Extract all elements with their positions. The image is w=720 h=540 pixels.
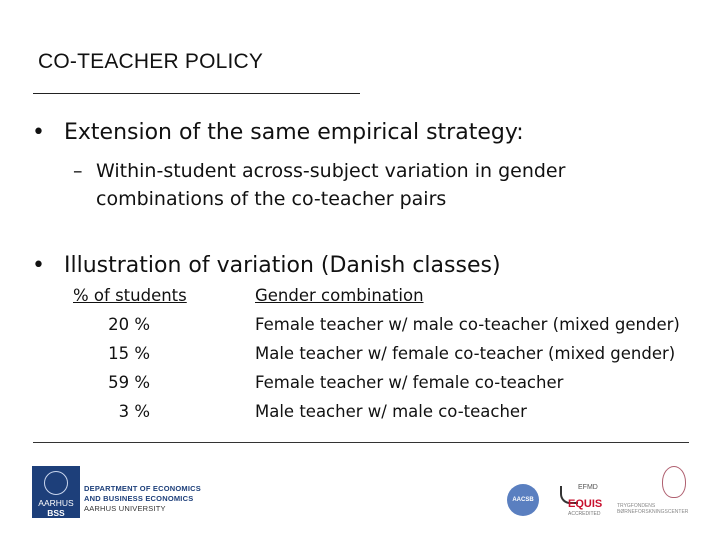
bullet-dot: • — [32, 253, 45, 278]
department-line-3: AARHUS UNIVERSITY — [84, 504, 166, 513]
row-percent: 15 % — [108, 344, 150, 363]
footer-divider — [33, 442, 689, 443]
department-line-2: AND BUSINESS ECONOMICS — [84, 494, 194, 503]
sub-bullet-line-1: Within-student across-subject variation in gender — [96, 160, 566, 182]
sub-bullet-dash: – — [73, 160, 83, 182]
sub-bullet-line-2: combinations of the co-teacher pairs — [96, 188, 447, 210]
research-center-seal-icon — [660, 466, 688, 502]
research-center-line-2: BØRNEFORSKNINGSCENTER — [617, 509, 689, 515]
header-percent: % of students — [73, 286, 187, 305]
aacsb-accreditation-logo: AACSB — [507, 484, 539, 516]
row-gender: Male teacher w/ male co-teacher — [255, 402, 527, 421]
table-row — [60, 402, 680, 431]
research-center-name — [617, 503, 688, 515]
header-gender: Gender combination — [255, 286, 424, 305]
logo-line-2: BSS — [47, 508, 65, 518]
logo-line-1: AARHUS — [38, 498, 74, 508]
efmd-label: EFMD — [578, 484, 598, 491]
bullet-1 — [32, 120, 524, 145]
row-gender: Male teacher w/ female co-teacher (mixed gender) — [255, 344, 676, 363]
bullet-1-text: Extension of the same empirical strategy: — [64, 120, 524, 145]
university-seal-icon — [44, 471, 68, 495]
table-row — [60, 373, 680, 402]
row-percent: 20 % — [108, 315, 150, 334]
department-line-1: DEPARTMENT OF ECONOMICS — [84, 484, 201, 493]
equis-label: EQUIS — [568, 498, 603, 510]
research-center-line-1: TRYGFONDENS — [617, 503, 656, 509]
table-row — [60, 344, 680, 373]
bullet-2-text: Illustration of variation (Danish classes) — [64, 253, 501, 278]
table-header-row — [60, 286, 680, 315]
slide-title: CO-TEACHER POLICY — [38, 50, 264, 73]
sub-bullet-1 — [73, 157, 633, 213]
row-percent: 3 % — [118, 402, 150, 421]
bullet-dot: • — [32, 120, 45, 145]
row-gender: Female teacher w/ male co-teacher (mixed gender) — [255, 315, 680, 334]
equis-accredited-label: ACCREDITED — [568, 511, 601, 517]
equis-accreditation-logo — [558, 480, 608, 520]
variation-table — [60, 286, 680, 431]
row-gender: Female teacher w/ female co-teacher — [255, 373, 564, 392]
aarhus-bss-logo — [32, 466, 80, 518]
table-row — [60, 315, 680, 344]
department-name — [84, 484, 201, 514]
bullet-2 — [32, 253, 501, 278]
title-underline — [33, 93, 360, 94]
row-percent: 59 % — [108, 373, 150, 392]
